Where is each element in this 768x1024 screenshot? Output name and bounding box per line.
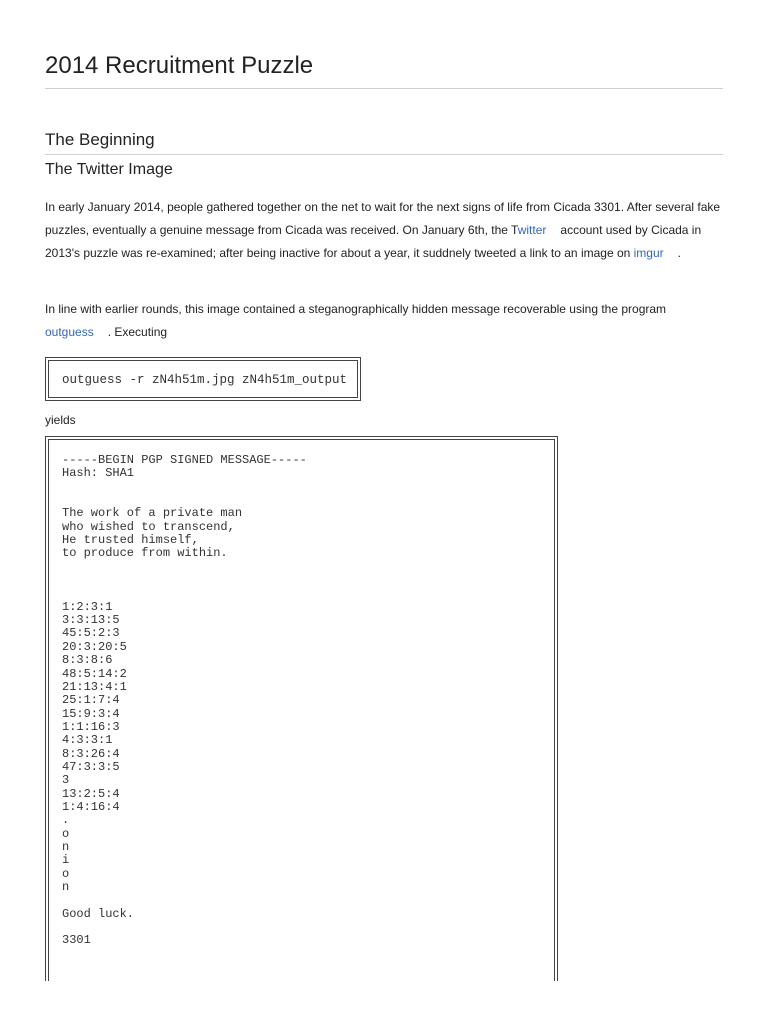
- stego-text-b: . Executing: [107, 325, 168, 339]
- output-line: i: [62, 853, 70, 868]
- output-line: [62, 921, 554, 934]
- output-line: [62, 561, 554, 574]
- output-line: 48:5:14:2: [62, 666, 127, 681]
- output-line: 4:3:3:1: [62, 733, 113, 748]
- section-heading: The Beginning: [45, 130, 723, 155]
- output-line: The work of a private man: [62, 506, 243, 521]
- output-line: n: [62, 839, 70, 854]
- output-line: Hash: SHA1: [62, 466, 135, 481]
- output-line: [62, 494, 554, 507]
- output-line: 1:4:16:4: [62, 799, 120, 814]
- intro-paragraph: [45, 196, 725, 265]
- output-line: 3:3:13:5: [62, 613, 120, 628]
- output-line: [62, 574, 554, 587]
- output-line: 47:3:3:5: [62, 759, 120, 774]
- output-line: 45:5:2:3: [62, 626, 120, 641]
- output-line: He trusted himself,: [62, 533, 199, 548]
- output-line: .: [62, 813, 70, 828]
- output-line: 3: [62, 773, 70, 788]
- twitter-link[interactable]: witter: [517, 223, 547, 237]
- output-line: [62, 894, 554, 907]
- outguess-link[interactable]: outguess: [45, 325, 94, 339]
- output-line: 25:1:7:4: [62, 693, 120, 708]
- subsection-heading: The Twitter Image: [45, 161, 173, 178]
- intro-text-a: In early January 2014, people gathered together on the net to wait for the next signs of life from Cicada 3301. After several fake puzzles, eventually a genuine message from Cicada was received. On January 6th, the T: [45, 200, 721, 237]
- output-line: [62, 587, 554, 600]
- imgur-link[interactable]: imgur: [633, 246, 664, 260]
- output-line: 20:3:20:5: [62, 639, 127, 654]
- intro-text-b: account used by Cicada in 2013's puzzle was re-examined; after being inactive for about a year, it suddnely tweeted a link to an image on: [45, 223, 702, 260]
- output-line: 8:3:26:4: [62, 746, 120, 761]
- yields-text: yields: [45, 413, 76, 427]
- steganography-paragraph: [45, 298, 725, 344]
- output-line: [62, 481, 554, 494]
- page-title: 2014 Recruitment Puzzle: [45, 52, 723, 89]
- output-line: 1:2:3:1: [62, 599, 113, 614]
- output-block: [45, 436, 558, 981]
- output-line: 3301: [62, 933, 91, 948]
- output-line: o: [62, 866, 70, 881]
- output-line: n: [62, 880, 70, 894]
- output-line: to produce from within.: [62, 546, 228, 561]
- output-line: -----BEGIN PGP SIGNED MESSAGE-----: [62, 453, 307, 467]
- output-line: 1:1:16:3: [62, 719, 120, 734]
- output-text: [48, 439, 555, 981]
- stego-text-a: In line with earlier rounds, this image contained a steganographically hidden message recoverable using the program: [45, 302, 667, 316]
- command-text: outguess -r zN4h51m.jpg zN4h51m_output: [48, 360, 358, 398]
- output-line: 15:9:3:4: [62, 706, 120, 721]
- output-line: o: [62, 826, 70, 841]
- output-line: 13:2:5:4: [62, 786, 120, 801]
- command-block: [45, 357, 361, 401]
- intro-text-c: .: [677, 246, 681, 260]
- output-line: 8:3:8:6: [62, 653, 113, 668]
- output-line: 21:13:4:1: [62, 679, 127, 694]
- output-line: who wished to transcend,: [62, 519, 235, 534]
- output-line: Good luck.: [62, 906, 135, 921]
